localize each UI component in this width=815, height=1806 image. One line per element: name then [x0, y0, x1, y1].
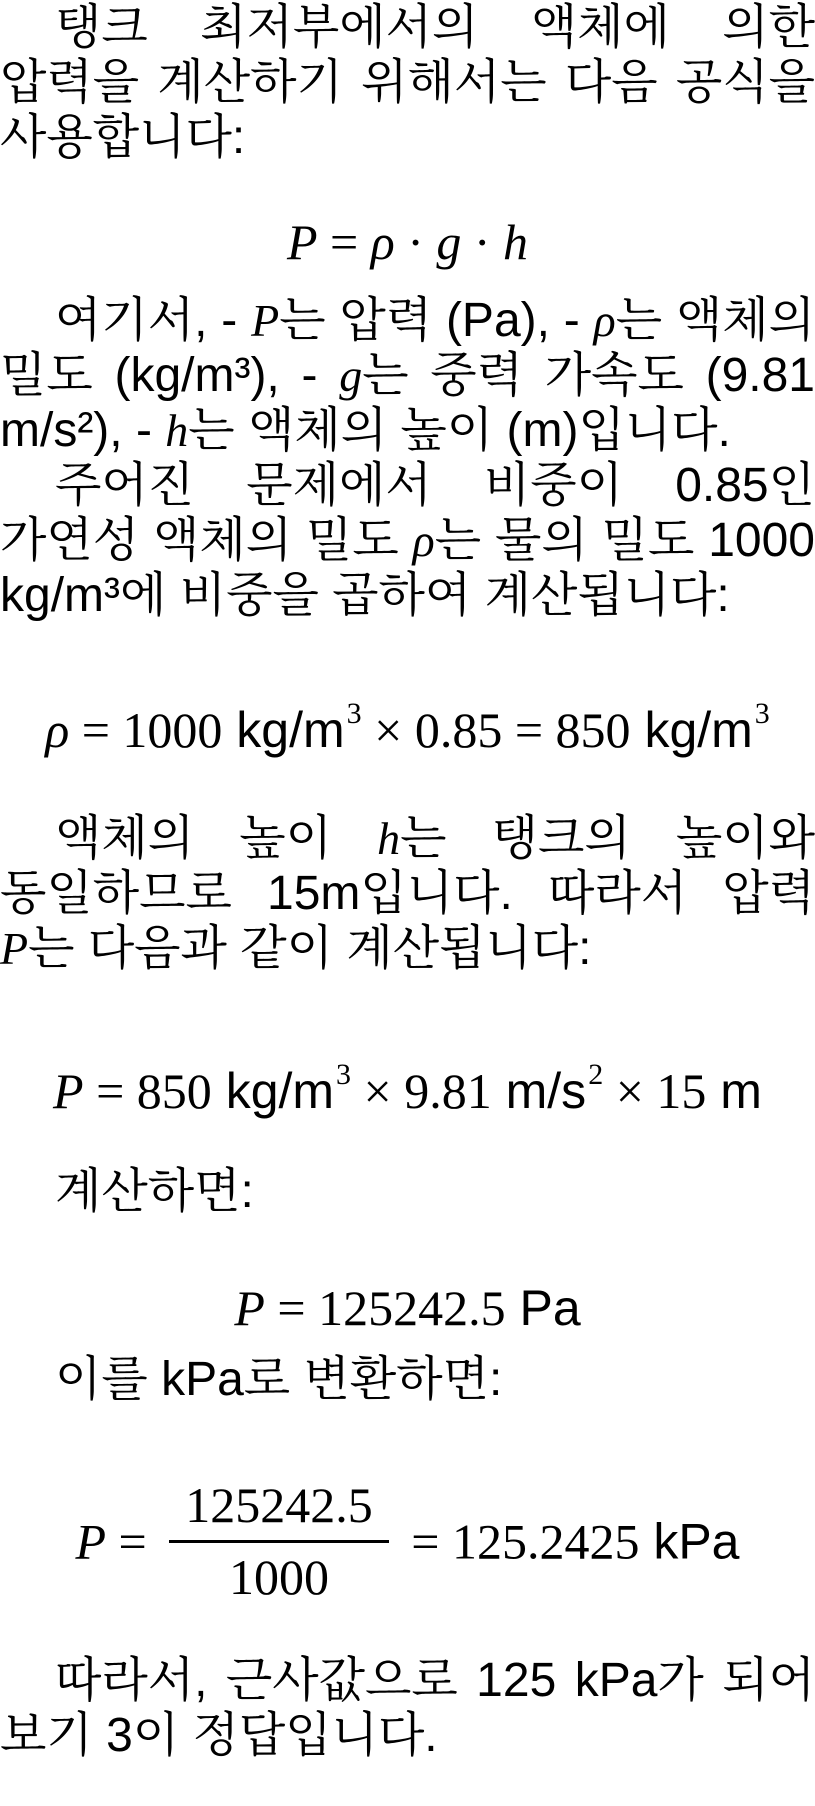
- text-segment: 는 물의 밀도 1000 kg/m³에 비중을 곱하여 계산됩니다:: [0, 514, 815, 622]
- math-var-P: P: [53, 1063, 84, 1119]
- superscript-3: 3: [336, 1058, 352, 1091]
- superscript-3: 3: [346, 697, 362, 730]
- math-var-rho: ρ: [412, 515, 435, 566]
- math-var-P: P: [286, 214, 318, 270]
- equals-sign: =: [106, 1513, 160, 1570]
- math-var-h: h: [503, 214, 529, 270]
- formula-pressure-calculation: [0, 1051, 815, 1126]
- equals-sign: =: [317, 214, 371, 270]
- superscript-3: 3: [754, 697, 770, 730]
- value-125.2425: 125.2425: [451, 1513, 640, 1570]
- value-1000: 1000: [122, 702, 223, 758]
- math-var-rho: ρ: [45, 702, 70, 758]
- dot-operator: ·: [461, 214, 504, 270]
- text-segment: 주어진 문제에서 비중이 0.85인 가연성 액체의 밀도: [0, 459, 815, 567]
- unit-kg-per-m3: kg/m: [222, 702, 345, 758]
- text-segment: 여기서, -: [55, 294, 252, 347]
- equals-sign: =: [502, 702, 556, 758]
- fraction-numerator: 125242.5: [185, 1477, 373, 1533]
- math-var-P: P: [251, 295, 280, 346]
- dot-operator: ·: [394, 214, 437, 270]
- value-9.81: 9.81: [404, 1063, 492, 1119]
- times-sign: ×: [603, 1063, 657, 1119]
- unit-kpa: kPa: [639, 1513, 740, 1570]
- unit-pa: Pa: [505, 1280, 581, 1336]
- math-var-rho: ρ: [593, 295, 616, 346]
- text-segment: 는 액체의 높이 (m)입니다.: [188, 404, 731, 457]
- math-var-P: P: [234, 1280, 265, 1336]
- times-sign: ×: [361, 702, 415, 758]
- formula-pressure-result-pa: [0, 1281, 815, 1336]
- paragraph-density-setup: [0, 458, 815, 623]
- math-var-g: g: [436, 214, 462, 270]
- value-15: 15: [656, 1063, 707, 1119]
- text-segment: 따라서, 근사값으로 125 kPa가 되어 보기 3이 정답입니다.: [0, 1654, 815, 1762]
- value-850: 850: [136, 1063, 212, 1119]
- fraction: [169, 1479, 389, 1603]
- paragraph-compute-label: [0, 1164, 815, 1219]
- text-segment: 는 압력 (Pa), -: [279, 294, 594, 347]
- equals-sign: =: [69, 702, 123, 758]
- text-segment: 는 다음과 같이 계산됩니다:: [28, 922, 592, 975]
- paragraph-conversion-label: [0, 1352, 815, 1407]
- times-sign: ×: [351, 1063, 405, 1119]
- paragraph-intro: [0, 0, 815, 165]
- math-var-h: h: [377, 813, 401, 864]
- unit-m: m: [706, 1063, 762, 1119]
- equals-sign: =: [264, 1280, 319, 1336]
- formula-kpa-conversion: [0, 1477, 815, 1609]
- value-850: 850: [555, 702, 631, 758]
- unit-kg-per-m3: kg/m: [630, 702, 753, 758]
- math-var-P: P: [0, 923, 29, 974]
- math-var-rho: ρ: [370, 214, 395, 270]
- text-segment: 는 탱크의 높이와 동일하므로 15m입니다. 따라서 압력: [0, 812, 815, 920]
- paragraph-conclusion: [0, 1653, 815, 1763]
- text-segment: 이를 kPa로 변환하면:: [55, 1353, 503, 1406]
- formula-pressure-definition: [0, 215, 815, 270]
- equals-sign: =: [83, 1063, 137, 1119]
- math-var-P: P: [75, 1513, 107, 1570]
- text-segment: 계산하면:: [55, 1165, 254, 1218]
- text-segment: 는 중력 가속도 (9.81 m/s²), -: [0, 349, 815, 457]
- unit-m-per-s2: m/s: [491, 1063, 587, 1119]
- formula-density-calculation: [0, 690, 815, 765]
- math-var-h: h: [165, 405, 189, 456]
- text-segment: 는 액체의 밀도 (kg/m³), -: [0, 294, 815, 402]
- math-var-g: g: [339, 350, 363, 401]
- fraction-denominator: 1000: [169, 1540, 389, 1604]
- text-segment: 탱크 최저부에서의 액체에 의한 압력을 계산하기 위해서는 다음 공식을 사용합니다:: [0, 1, 815, 164]
- text-segment: 액체의 높이: [55, 812, 378, 865]
- paragraph-variable-definitions: [0, 293, 815, 458]
- superscript-2: 2: [588, 1058, 604, 1091]
- paragraph-height-setup: [0, 811, 815, 976]
- unit-kg-per-m3: kg/m: [211, 1063, 335, 1119]
- value-0.85: 0.85: [414, 702, 503, 758]
- value-125242.5: 125242.5: [318, 1280, 506, 1336]
- equals-sign: =: [398, 1513, 452, 1570]
